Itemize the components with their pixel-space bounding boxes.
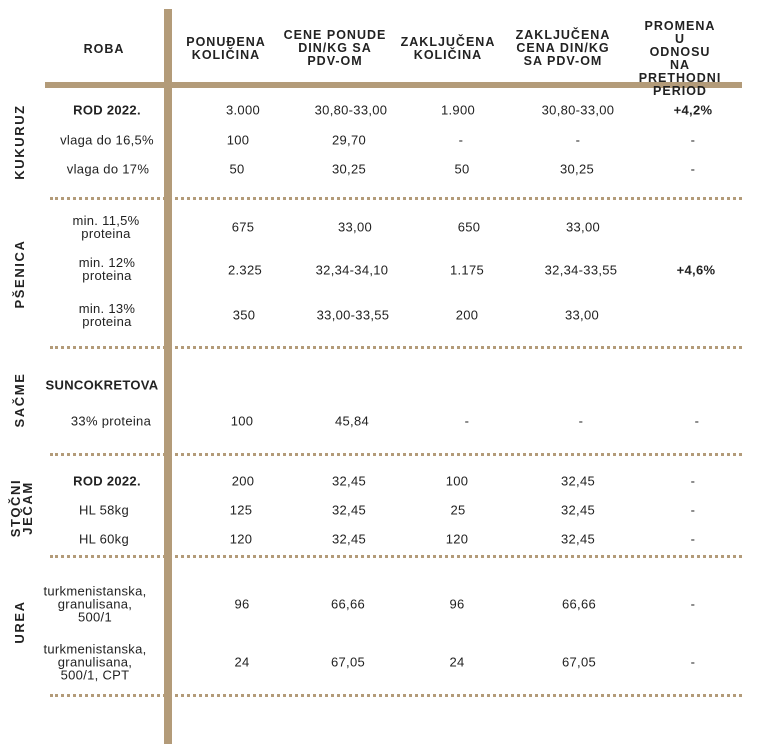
header-offer-price: CENE PONUDE DIN/KG SA PDV-OM: [283, 28, 387, 68]
separator: [50, 346, 742, 349]
closed-price: -: [578, 413, 584, 429]
closed-qty: 100: [445, 473, 469, 489]
change: -: [690, 473, 696, 489]
section-sacme: SAČME: [12, 372, 27, 428]
change: -: [690, 132, 696, 148]
offered-qty: 50: [229, 161, 245, 177]
row-label: min. 12% proteina: [78, 255, 136, 283]
closed-qty: 24: [449, 654, 465, 670]
closed-qty: 25: [450, 502, 466, 518]
offer-price: 32,45: [331, 473, 367, 489]
change: -: [690, 161, 696, 177]
closed-price: 33,00: [565, 219, 601, 235]
separator: [50, 453, 742, 456]
offer-price: 30,25: [331, 161, 367, 177]
row-label: vlaga do 16,5%: [60, 132, 154, 148]
row-label: turkmenistanska, granulisana, 500/1, CPT: [43, 641, 147, 683]
offer-price: 32,34-34,10: [315, 262, 389, 278]
header-roba: ROBA: [83, 42, 125, 56]
change: +4,6%: [676, 262, 716, 278]
row-label: HL 60kg: [78, 531, 130, 547]
offer-price: 66,66: [330, 596, 366, 612]
closed-price: 67,05: [561, 654, 597, 670]
separator: [50, 555, 742, 558]
section-jecam: STOČNI JEČAM: [8, 478, 35, 538]
closed-price: 30,25: [559, 161, 595, 177]
offer-price: 67,05: [330, 654, 366, 670]
offered-qty: 120: [229, 531, 253, 547]
closed-price: -: [575, 132, 581, 148]
closed-qty: 50: [454, 161, 470, 177]
row-label: min. 11,5% proteina: [72, 213, 140, 241]
closed-qty: -: [458, 132, 464, 148]
row-label: SUNCOKRETOVA: [45, 377, 159, 393]
closed-qty: -: [464, 413, 470, 429]
offer-price: 30,80-33,00: [314, 102, 388, 118]
offer-price: 29,70: [331, 132, 367, 148]
row-label: HL 58kg: [78, 502, 130, 518]
change: -: [694, 413, 700, 429]
row-label: 33% proteina: [70, 413, 152, 429]
row-label: vlaga do 17%: [66, 161, 150, 177]
offered-qty: 200: [231, 473, 255, 489]
offered-qty: 2.325: [227, 262, 263, 278]
closed-price: 32,45: [560, 473, 596, 489]
header-closed-qty: ZAKLJUČENA KOLIČINA: [400, 35, 496, 62]
offered-qty: 350: [232, 307, 256, 323]
closed-qty: 200: [455, 307, 479, 323]
section-urea: UREA: [12, 600, 27, 644]
offered-qty: 100: [226, 132, 250, 148]
vertical-divider: [164, 9, 172, 744]
row-label: min. 13% proteina: [78, 301, 136, 329]
offered-qty: 100: [230, 413, 254, 429]
offer-price: 33,00-33,55: [316, 307, 390, 323]
closed-price: 32,45: [560, 531, 596, 547]
offered-qty: 125: [229, 502, 253, 518]
offer-price: 32,45: [331, 531, 367, 547]
change: -: [690, 502, 696, 518]
section-kukuruz: KUKURUZ: [12, 104, 27, 180]
offered-qty: 96: [234, 596, 250, 612]
closed-price: 32,45: [560, 502, 596, 518]
section-psenica: PŠENICA: [12, 239, 27, 309]
closed-price: 66,66: [561, 596, 597, 612]
offer-price: 32,45: [331, 502, 367, 518]
change: +4,2%: [673, 102, 713, 118]
offer-price: 45,84: [334, 413, 370, 429]
offered-qty: 675: [231, 219, 255, 235]
closed-qty: 1.900: [440, 102, 476, 118]
closed-price: 32,34-33,55: [544, 262, 618, 278]
closed-qty: 120: [445, 531, 469, 547]
separator: [50, 694, 742, 697]
offered-qty: 3.000: [225, 102, 261, 118]
offered-qty: 24: [234, 654, 250, 670]
closed-price: 33,00: [564, 307, 600, 323]
header-closed-price: ZAKLJUČENA CENA DIN/KG SA PDV-OM: [515, 28, 611, 68]
offer-price: 33,00: [337, 219, 373, 235]
closed-price: 30,80-33,00: [541, 102, 615, 118]
closed-qty: 1.175: [449, 262, 485, 278]
closed-qty: 650: [457, 219, 481, 235]
row-label: ROD 2022.: [73, 102, 141, 118]
header-offered-qty: PONUĐENA KOLIČINA: [186, 35, 266, 62]
header-divider: [45, 82, 742, 88]
row-label: ROD 2022.: [73, 473, 141, 489]
change: -: [690, 596, 696, 612]
header-change: PROMENA U ODNOSU NA PRETHODNI PERIOD: [638, 19, 722, 98]
separator: [50, 197, 742, 200]
change: -: [690, 531, 696, 547]
closed-qty: 96: [449, 596, 465, 612]
row-label: turkmenistanska, granulisana, 500/1: [43, 583, 147, 625]
change: -: [690, 654, 696, 670]
